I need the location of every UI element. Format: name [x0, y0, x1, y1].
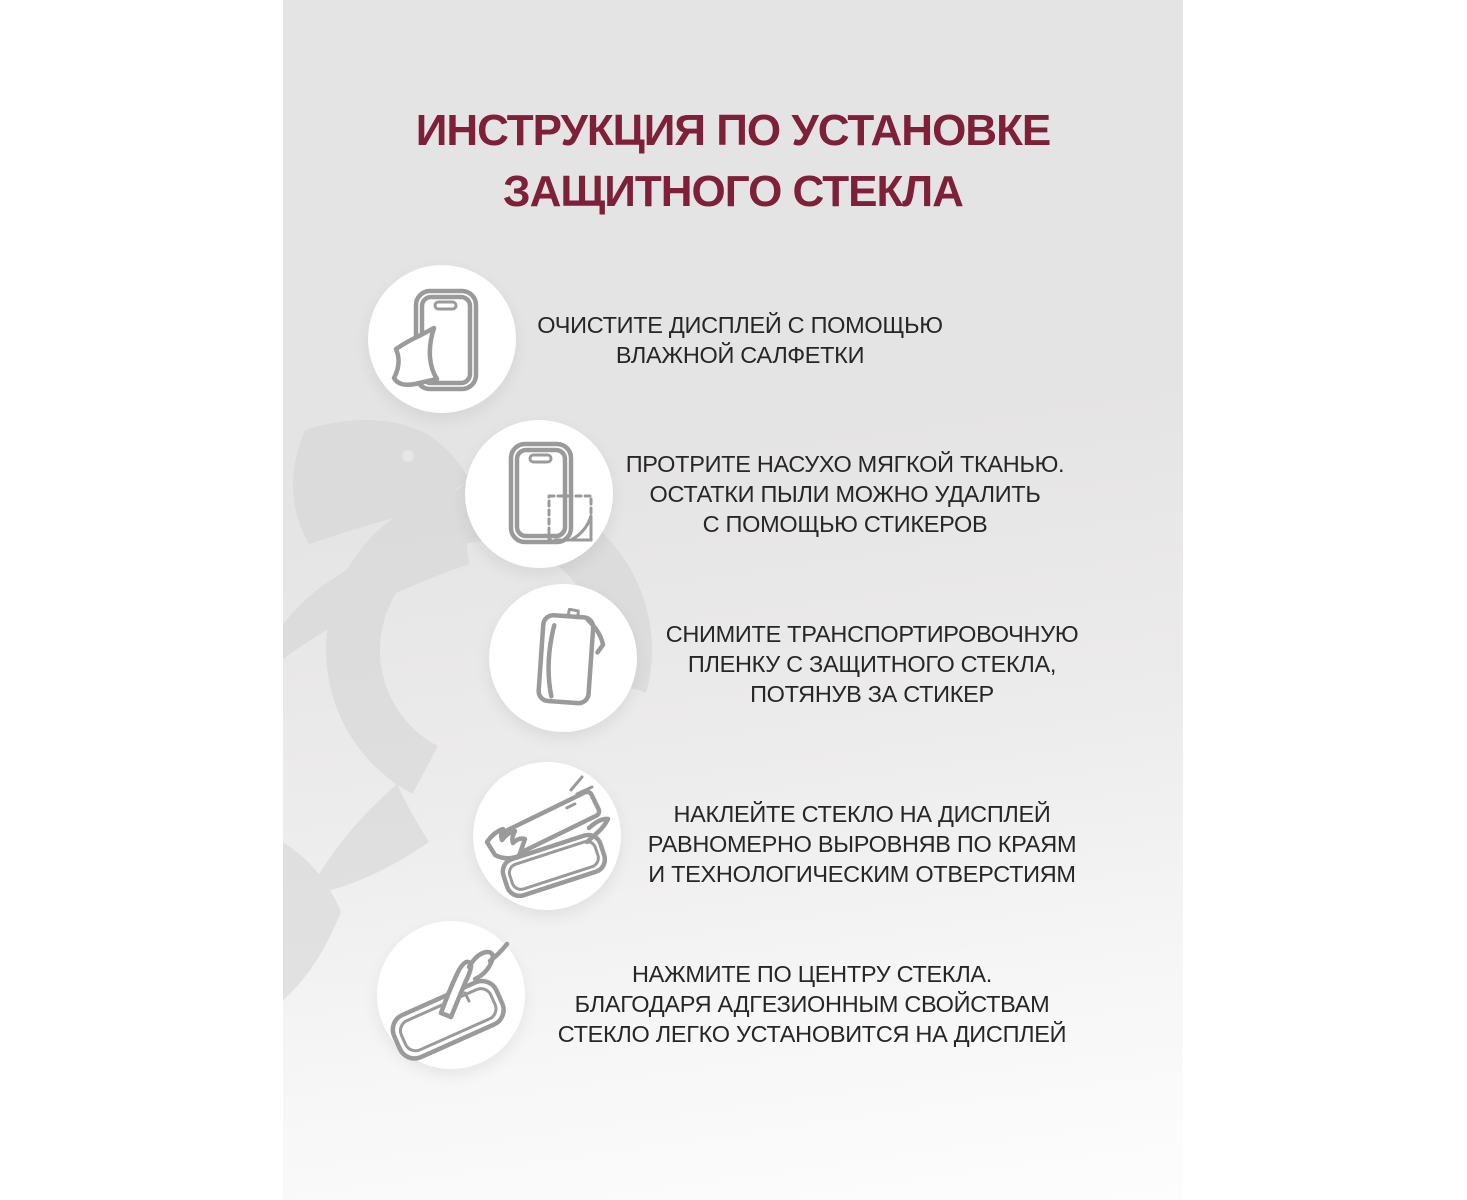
page-title	[283, 100, 1183, 222]
step1-line1: ОЧИСТИТЕ ДИСПЛЕЙ С ПОМОЩЬЮ	[537, 312, 943, 338]
step3-line2: ПЛЕНКУ С ЗАЩИТНОГО СТЕКЛА,	[687, 651, 1057, 677]
press-glass-center-icon	[377, 921, 525, 1069]
step2-line3: С ПОМОЩЬЮ СТИКЕРОВ	[702, 511, 988, 537]
step5-line2: БЛАГОДАРЯ АДГЕЗИОННЫМ СВОЙСТВАМ	[574, 991, 1050, 1017]
step3-text	[592, 619, 1152, 709]
step1-line2: ВЛАЖНОЙ САЛФЕТКИ	[615, 342, 865, 368]
step3-line3: ПОТЯНУВ ЗА СТИКЕР	[750, 681, 994, 707]
step4-line1: НАКЛЕЙТЕ СТЕКЛО НА ДИСПЛЕЙ	[673, 801, 1051, 827]
step4-line2: РАВНОМЕРНО ВЫРОВНЯВ ПО КРАЯМ	[647, 831, 1077, 857]
step3-line1: СНИМИТЕ ТРАНСПОРТИРОВОЧНУЮ	[665, 621, 1079, 647]
step5-line3: СТЕКЛО ЛЕГКО УСТАНОВИТСЯ НА ДИСПЛЕЙ	[557, 1021, 1067, 1047]
step2-text	[565, 449, 1125, 539]
step5-icon-circle	[377, 921, 525, 1069]
instruction-panel	[283, 0, 1183, 1200]
step5-text	[532, 959, 1092, 1049]
page-title-line1: ИНСТРУКЦИЯ ПО УСТАНОВКЕ	[415, 106, 1051, 155]
step4-line3: И ТЕХНОЛОГИЧЕСКИМ ОТВЕРСТИЯМ	[648, 861, 1076, 887]
step5-line1: НАЖМИТЕ ПО ЦЕНТРУ СТЕКЛА.	[631, 961, 993, 987]
step2-line2: ОСТАТКИ ПЫЛИ МОЖНО УДАЛИТЬ	[649, 481, 1041, 507]
step1-text	[460, 310, 1020, 370]
step2-line1: ПРОТРИТЕ НАСУХО МЯГКОЙ ТКАНЬЮ.	[625, 451, 1065, 477]
step4-text	[582, 799, 1142, 889]
page-title-line2: ЗАЩИТНОГО СТЕКЛА	[503, 167, 963, 216]
